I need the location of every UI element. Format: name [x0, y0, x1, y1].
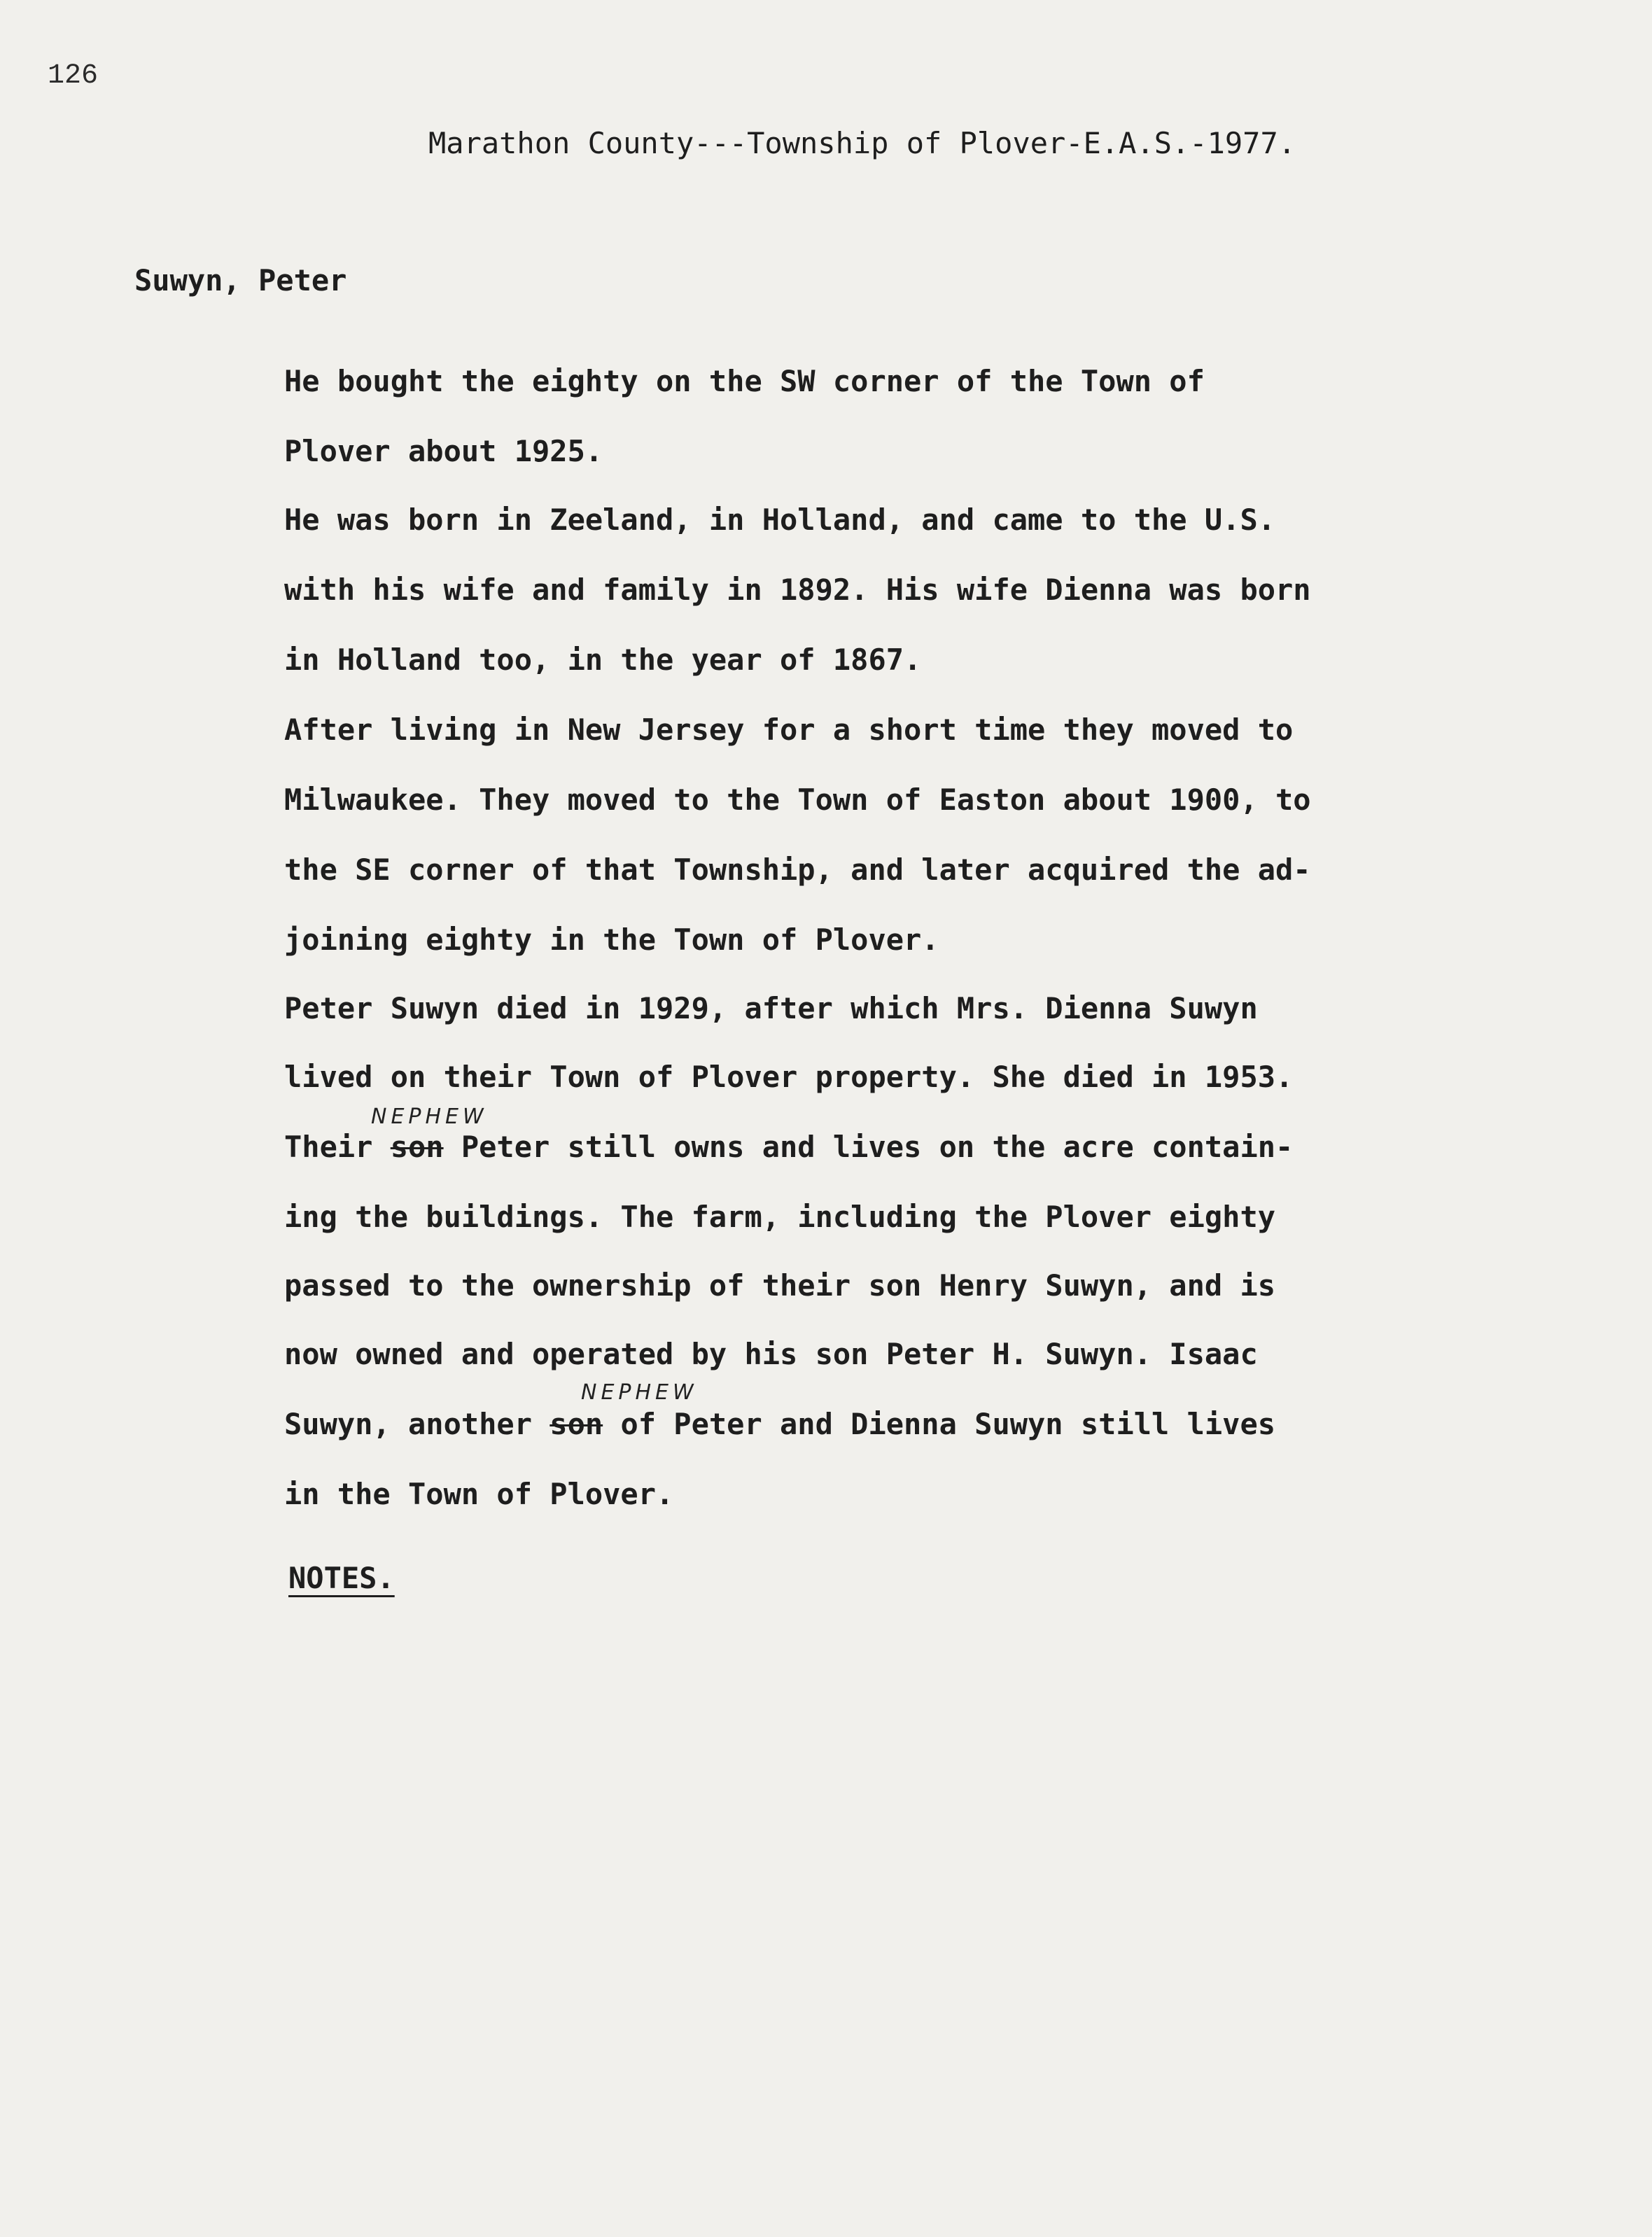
body-line: He bought the eighty on the SW corner of the Town of [284, 364, 1205, 398]
body-line: in the Town of Plover. [284, 1477, 674, 1511]
struck-word: son [550, 1407, 603, 1441]
body-line: Plover about 1925. [284, 434, 603, 468]
body-line: Milwaukee. They moved to the Town of Easton about 1900, to [284, 783, 1311, 817]
struck-word: son [390, 1130, 444, 1164]
body-line-their [284, 1130, 1293, 1164]
body-line: lived on their Town of Plover property. She died in 1953. [284, 1060, 1294, 1094]
line-text: Peter still owns and lives on the acre contain- [443, 1130, 1294, 1164]
line-text: Their [284, 1130, 391, 1164]
body-line: passed to the ownership of their son Henry Suwyn, and is [284, 1268, 1276, 1303]
body-line: the SE corner of that Township, and later acquired the ad- [284, 853, 1311, 887]
body-line: with his wife and family in 1892. His wife Dienna was born [284, 573, 1311, 607]
line-text: Suwyn, another [284, 1407, 550, 1441]
body-line: ing the buildings. The farm, including the Plover eighty [284, 1200, 1276, 1234]
body-line: Peter Suwyn died in 1929, after which Mrs. Dienna Suwyn [284, 991, 1258, 1025]
body-line-suwyn [284, 1407, 1275, 1441]
body-line: joining eighty in the Town of Plover. [284, 923, 939, 957]
page-number: 126 [48, 60, 99, 92]
notes-heading: NOTES. [288, 1561, 395, 1595]
line-text: of Peter and Dienna Suwyn still lives [603, 1407, 1276, 1441]
body-line: in Holland too, in the year of 1867. [284, 643, 922, 677]
body-line: now owned and operated by his son Peter H. Suwyn. Isaac [284, 1337, 1258, 1371]
body-line: He was born in Zeeland, in Holland, and came to the U.S. [284, 503, 1276, 537]
document-header: Marathon County---Township of Plover-E.A.S.-1977. [428, 126, 1296, 160]
handwritten-annotation: NEPHEW [371, 1105, 488, 1129]
entry-name: Suwyn, Peter [134, 263, 347, 297]
body-line: After living in New Jersey for a short time they moved to [284, 713, 1294, 747]
handwritten-annotation: NEPHEW [581, 1380, 698, 1405]
